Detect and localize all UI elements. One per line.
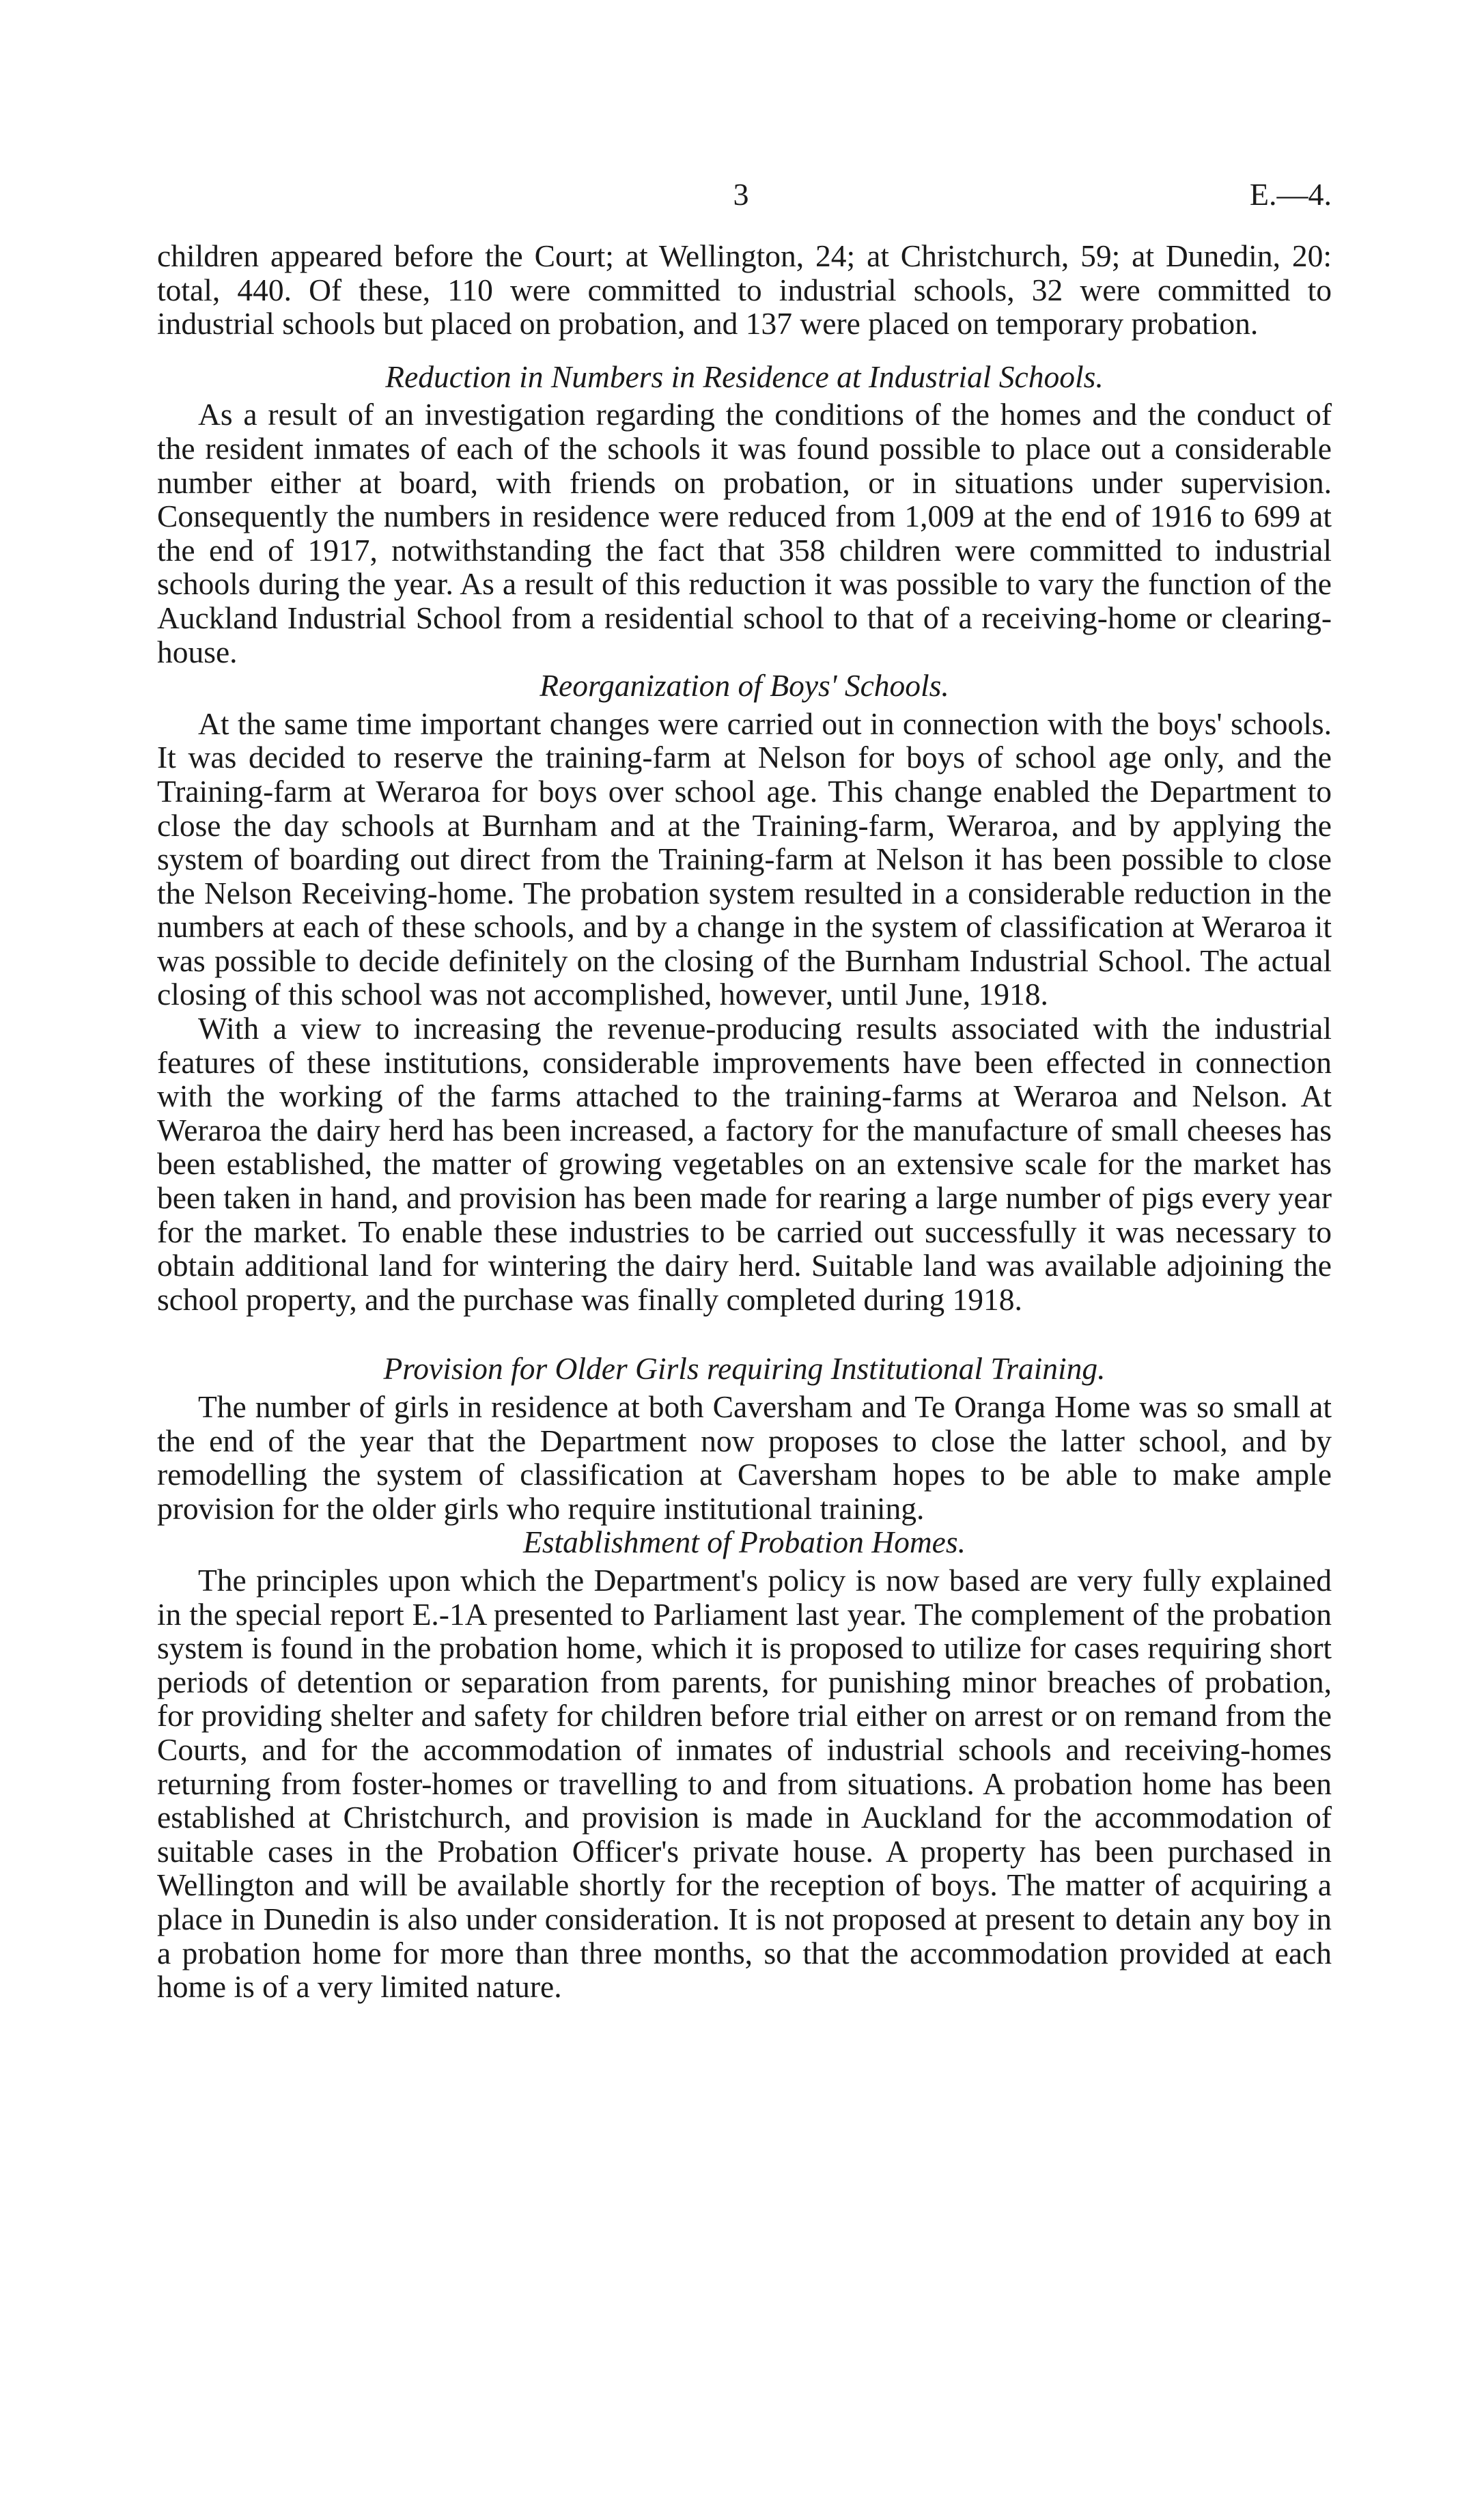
- paragraph-reorganization-boys-schools: At the same time important changes were carried out in connection with the boys' schools. It was decided to reserve the training-farm at Nelson for boys of school age only, and the Training-farm at Weraroa for boys over school age. This change enabled the Department to close the day schools at Burnham and at the Training-farm, Weraroa, and by applying the system of boarding out direct from the Training-farm at Nelson it has been possible to close the Nelson Receiving-home. The probation system resulted in a considerable reduction in the numbers at each of these schools, and by a change in the system of classification at Weraroa it was possible to decide definitely on the closing of the Burnham Industrial School. The actual closing of this school was not accomplished, however, until June, 1918.: [157, 706, 1332, 1012]
- paragraph-older-girls: The number of girls in residence at both Caversham and Te Oranga Home was so small at the end of the year that the Department now proposes to close the latter school, and by remodelling the system of classification at Caversham hopes to be able to make ample provision for the older girls who require institutional training.: [157, 1389, 1332, 1526]
- document-reference: E.—4.: [1249, 177, 1332, 212]
- page-body: [157, 239, 1332, 2004]
- heading-older-girls: Provision for Older Girls requiring Institutional Training.: [383, 1351, 1106, 1387]
- paragraph-reduction-in-numbers: As a result of an investigation regarding the conditions of the homes and the conduct of the resident inmates of each of the schools it was found possible to place out a considerable number either at board, with friends on probation, or in situations under supervision. Consequently the numbers in residence were reduced from 1,009 at the end of 1916 to 699 at the end of 1917, notwithstanding the fact that 358 children were committed to industrial schools during the year. As a result of this reduction it was possible to vary the function of the Auckland Industrial School from a residential school to that of a receiving-home or clearing-house.: [157, 397, 1332, 669]
- heading-reorganization-boys-schools: Reorganization of Boys' Schools.: [540, 668, 949, 704]
- paragraph-farm-improvements: With a view to increasing the revenue-producing results associated with the industrial features of these institutions, considerable improvements have been effected in connection with the working of the farms attached to the training-farms at Weraroa and Nelson. At Weraroa the dairy herd has been increased, a factory for the manufacture of small cheeses has been established, the matter of growing vegetables on an extensive scale for the market has been taken in hand, and provision has been made for rearing a large number of pigs every year for the market. To enable these industries to be carried out successfully it was necessary to obtain additional land for wintering the dairy herd. Suitable land was available adjoining the school property, and the purchase was finally completed during 1918.: [157, 1011, 1332, 1317]
- heading-reduction-in-numbers: Reduction in Numbers in Residence at Industrial Schools.: [385, 359, 1104, 394]
- paragraph-court-appearances: children appeared before the Court; at Wellington, 24; at Christchurch, 59; at Dunedin, 20: total, 440. Of these, 110 were committed to industrial schools, 32 were committed to industrial schools but placed on probation, and 137 were placed on temporary probation.: [157, 238, 1332, 342]
- page-number: 3: [733, 177, 749, 212]
- paragraph-probation-homes: The principles upon which the Department's policy is now based are very fully explained in the special report E.-1A presented to Parliament last year. The complement of the probation system is found in the probation home, which it is proposed to utilize for cases requiring short periods of detention or separation from parents, for punishing minor breaches of probation, for providing shelter and safety for children before trial either on arrest or on remand from the Courts, and for the accommodation of inmates of industrial schools and receiving-homes returning from foster-homes or travelling to and from situations. A probation home has been established at Christchurch, and provision is made in Auckland for the accommodation of suitable cases in the Probation Officer's private house. A property has been purchased in Wellington and will be available shortly for the reception of boys. The matter of acquiring a place in Dunedin is also under consideration. It is not proposed at present to detain any boy in a probation home for more than three months, so that the accommodation provided at each home is of a very limited nature.: [157, 1562, 1332, 2005]
- heading-probation-homes: Establishment of Probation Homes.: [523, 1524, 966, 1560]
